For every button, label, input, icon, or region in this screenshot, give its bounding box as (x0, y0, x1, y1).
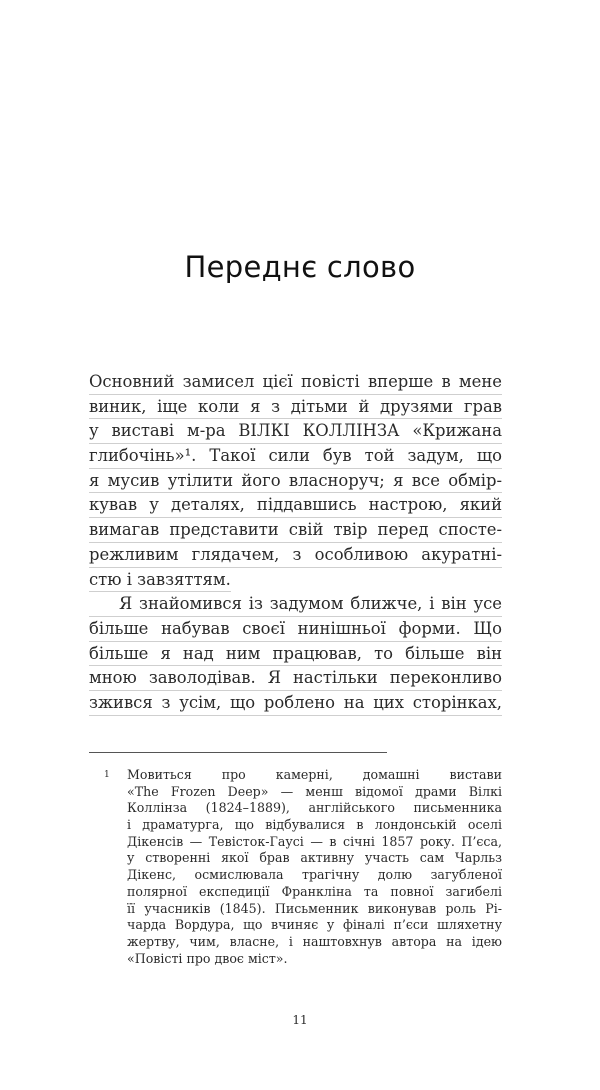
footnote-line: «The Frozen Deep» — менш відомої драми Вілкі (127, 783, 502, 799)
text-line: у виставі м-ра ВІЛКІ КОЛЛІНЗА «Крижана (89, 419, 502, 444)
footnote-line: її учасників (1845). Письменник виконував роль Рі- (127, 900, 502, 916)
text-line: більше набував своєї нинішньої форми. Що (89, 617, 502, 642)
footnote-line: у створенні якої брав активну участь сам Чарльз (127, 850, 502, 866)
text-line: мною заволодівав. Я настільки переконливо (89, 666, 502, 691)
footnote-line: Дікенс, осмислювала трагічну долю загубленої (127, 867, 502, 883)
main-text (89, 370, 502, 716)
text-line: виник, іще коли я з дітьми й друзями грав (89, 395, 502, 420)
footnote-line: «Повісті про двоє міст». (127, 950, 288, 966)
text-line: стю і завзяттям. (89, 568, 231, 593)
page-number: 11 (292, 1013, 308, 1027)
text-line: Я знайомився із задумом ближче, і він усе (89, 592, 502, 617)
footnote-line: Коллінза (1824–1889), англійського письменника (127, 800, 502, 816)
text-line: кував у деталях, піддавшись настрою, який (89, 493, 502, 518)
footnote-line: полярної експедиції Франкліна та повної загибелі (127, 883, 502, 899)
text-line: Основний замисел цієї повісті вперше в мене (89, 370, 502, 395)
footnote-line: Мовиться про камерні, домашні вистави (127, 767, 502, 782)
footnote-line: і драматурга, що відбувалися в лондонській оселі (127, 817, 502, 833)
text-line: я мусив утілити його власноруч; я все обмір- (89, 469, 502, 494)
footnote (127, 767, 502, 967)
footnote-marker: 1 (104, 770, 110, 780)
text-line: зжився з усім, що роблено на цих сторінках, (89, 691, 502, 716)
text-line: глибочінь»¹. Такої сили був той задум, що (89, 444, 502, 469)
chapter-title: Переднє слово (184, 250, 416, 284)
footnote-divider (89, 752, 387, 753)
footnote-line: Дікенсів — Тевісток-Гаусі — в січні 1857 року. П’єса, (127, 833, 502, 849)
footnote-line: жертву, чим, власне, і наштовхнув автора на ідею (127, 933, 502, 949)
text-line: більше я над ним працював, то більше він (89, 642, 502, 667)
footnote-line: чарда Вордура, що вчиняє у фіналі п’єси шляхетну (127, 917, 502, 933)
text-line: режливим глядачем, з особливою акуратні- (89, 543, 502, 568)
text-line: вимагав представити свій твір перед спосте- (89, 518, 502, 543)
